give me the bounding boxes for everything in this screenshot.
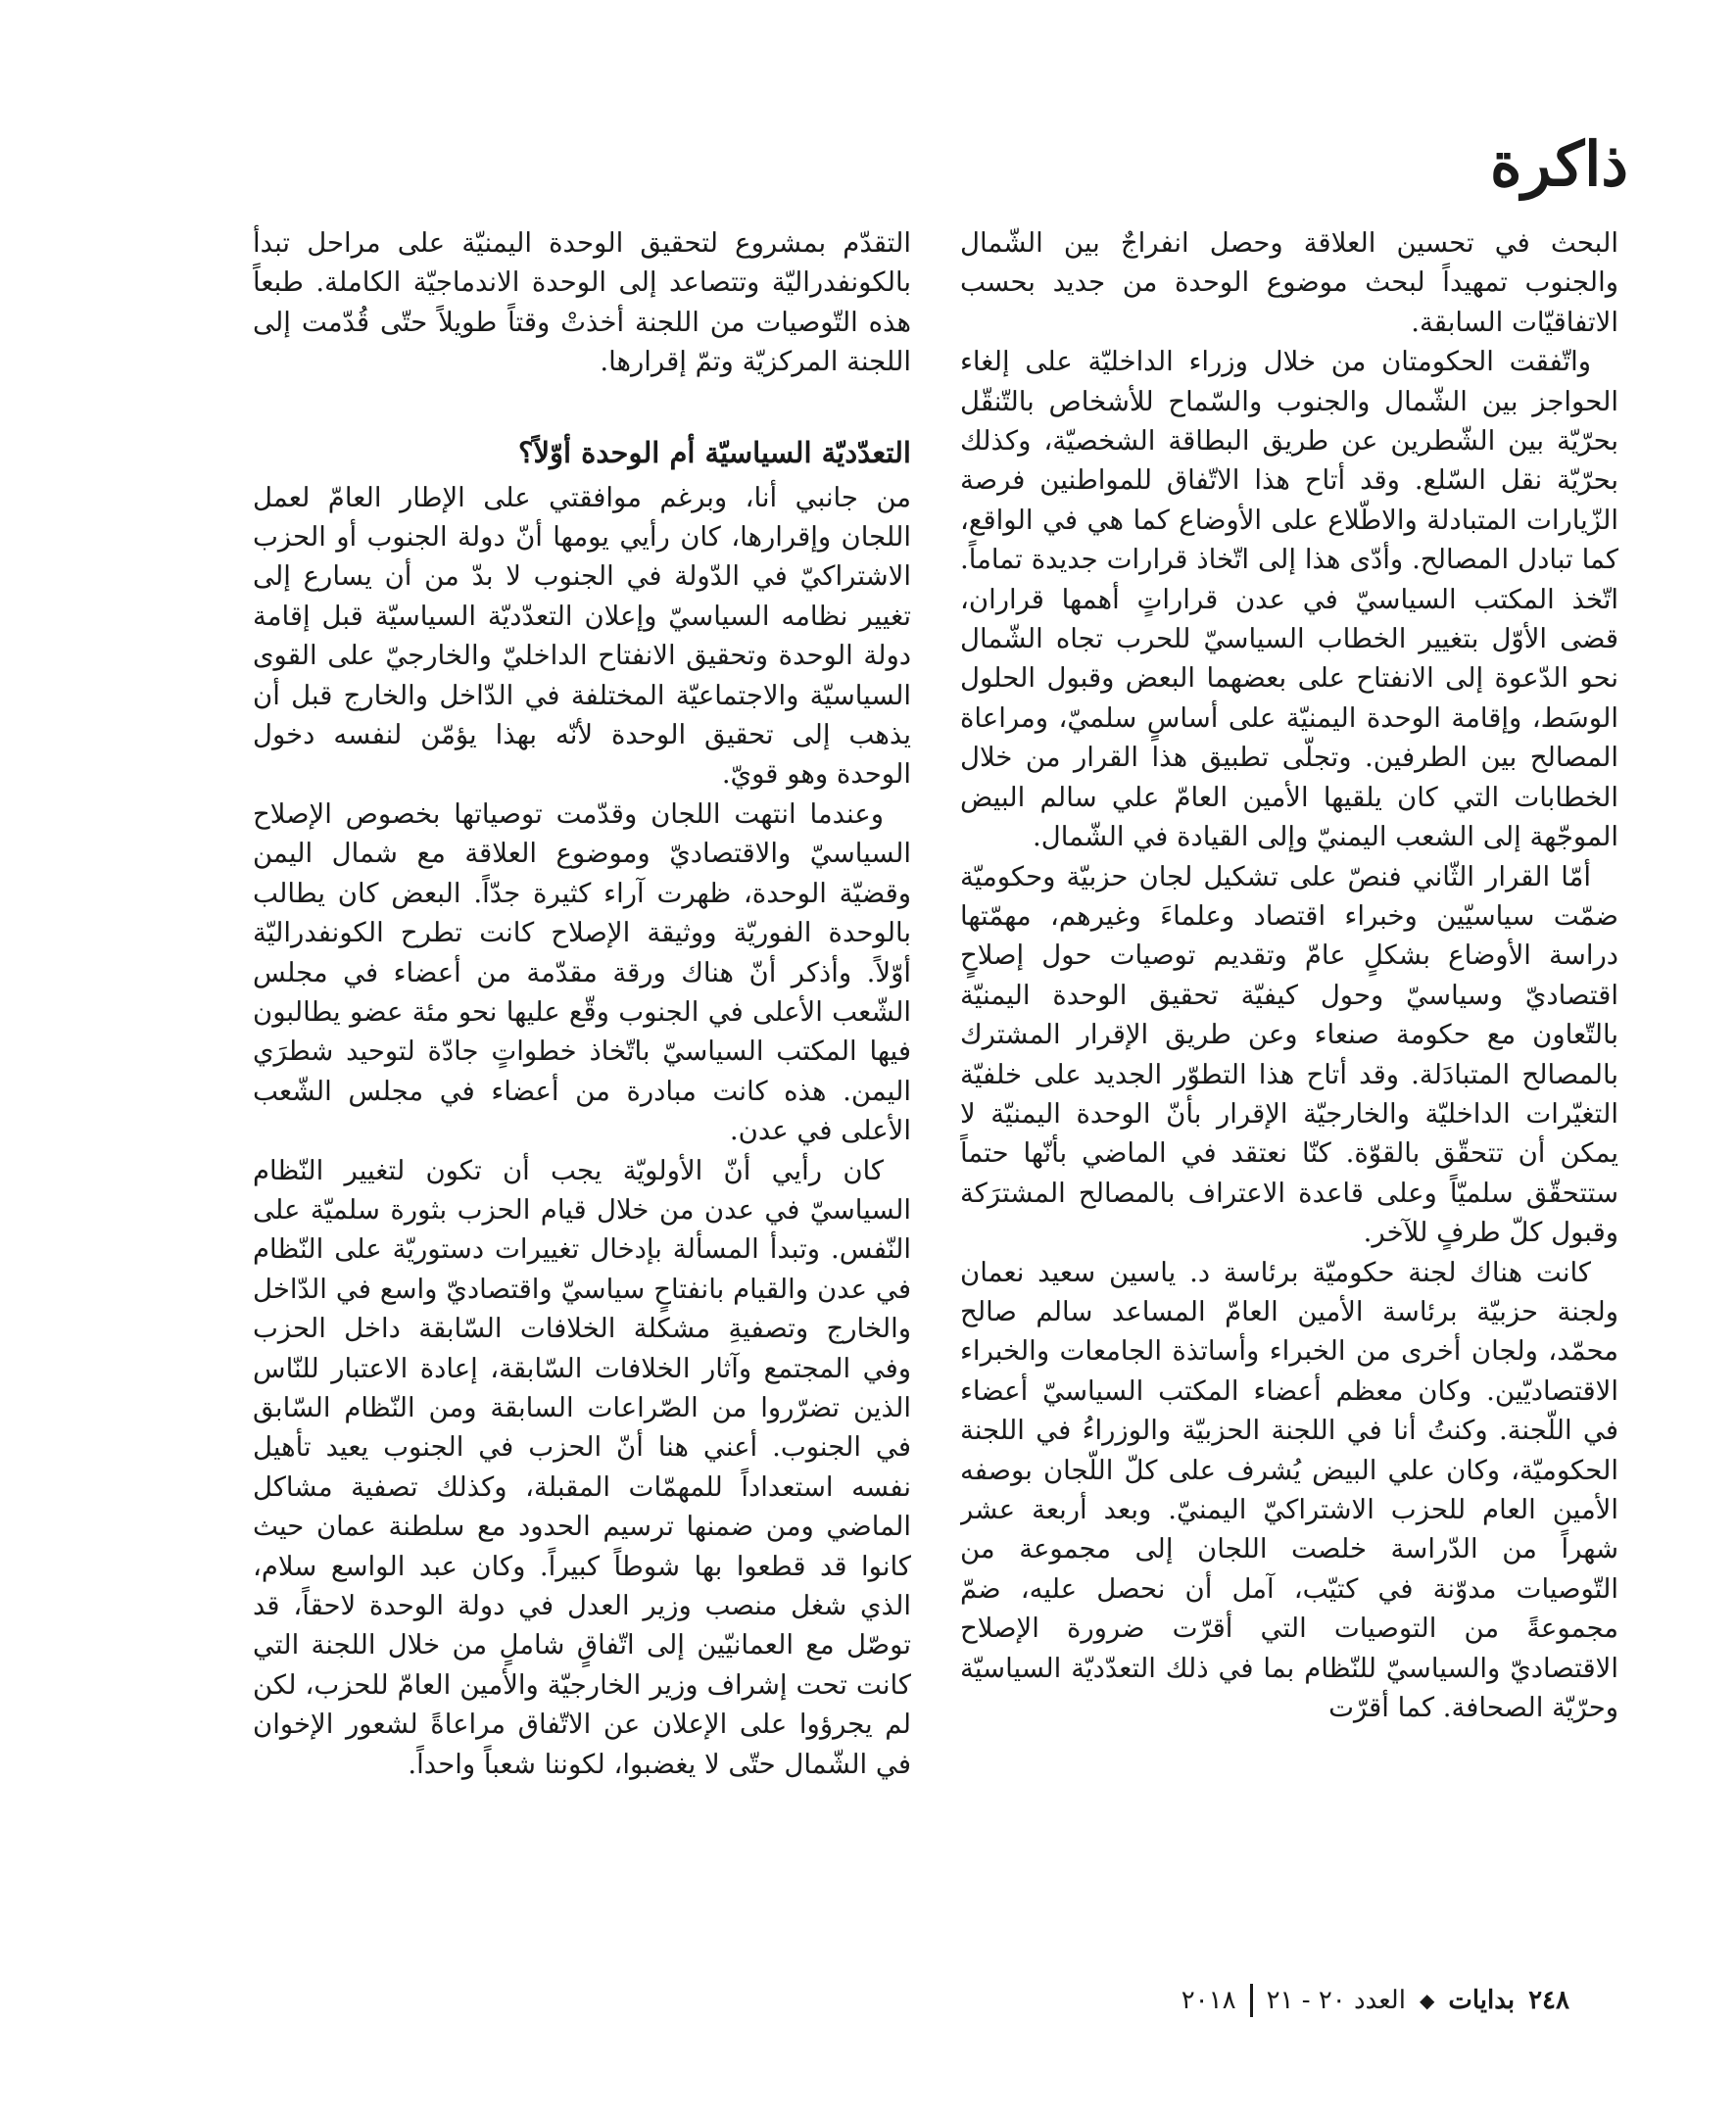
paragraph: واتّفقت الحكومتان من خلال وزراء الداخليّة على إلغاء الحواجز بين الشّمال والجنوب والسّماح للأشخاص بالتّنقّل بحرّيّة بين الشّطرين عن طريق البطاقة الشخصيّة، وكذلك بحرّيّة نقل السّلع. وقد أتاح هذا الاتّفاق للمواطنين فرصة الزّيارات المتبادلة والاطّلاع على الأوضاع كما هي في الواقع، كما تبادل المصالح. وأدّى هذا إلى اتّخاذ قرارات جديدة تماماً. اتّخذ المكتب السياسيّ في عدن قراراتٍ أهمها قراران، قضى الأوّل بتغيير الخطاب السياسيّ للحرب تجاه الشّمال نحو الدّعوة إلى الانفتاح على بعضهما البعض وقبول الحلول الوسَط، وإقامة الوحدة اليمنيّة على أساسٍ سلميّ، ومراعاة المصالح بين الطرفين. وتجلّى تطبيق هذا القرار من خلال الخطابات التي كان يلقيها الأمين العامّ علي سالم البيض الموجّهة إلى الشعب اليمنيّ وإلى القيادة في الشّمال. <box>960 346 1618 853</box>
issue-number: العدد ٢٠ - ٢١ <box>1266 1986 1406 2015</box>
subheading: التعدّديّة السياسيّة أم الوحدة أوّلاً؟ <box>518 435 911 469</box>
paragraph: كانت هناك لجنة حكوميّة برئاسة د. ياسين سعيد نعمان ولجنة حزبيّة برئاسة الأمين العامّ المساعد سالم صالح محمّد، ولجان أخرى من الخبراء وأساتذة الجامعات والخبراء الاقتصاديّين. وكان معظم أعضاء المكتب السياسيّ أعضاء في اللّجنة. وكنتُ أنا في اللجنة الحزبيّة والوزراءُ في اللجنة الحكوميّة، وكان علي البيض يُشرف على كلّ اللّجان بوصفه الأمين العام للحزب الاشتراكيّ اليمنيّ. وبعد أربعة عشر شهراً من الدّراسة خلصت اللجان إلى مجموعة من التّوصيات مدوّنة في كتيّب، آمل أن نحصل عليه، ضمّ مجموعةً من التوصيات التي أقرّت ضرورة الإصلاح الاقتصاديّ والسياسيّ للنّظام بما في ذلك التعدّديّة السياسيّة وحرّيّة الصحافة. كما أقرّت <box>960 1256 1618 1724</box>
section-title: ذاكرة <box>1489 128 1628 200</box>
page-footer <box>1060 1981 1569 2020</box>
paragraph: وعندما انتهت اللجان وقدّمت توصياتها بخصوص الإصلاح السياسيّ والاقتصاديّ وموضوع العلاقة مع شمال اليمن وقضيّة الوحدة، ظهرت آراء كثيرة جدّاً. البعض كان يطالب بالوحدة الفوريّة ووثيقة الإصلاح كانت تطرح الكونفدراليّة أوّلاً. وأذكر أنّ هناك ورقة مقدّمة من أعضاء في مجلس الشّعب الأعلى في الجنوب وقّع عليها نحو مئة عضو يطالبون فيها المكتب السياسيّ باتّخاذ خطواتٍ جادّة لتوحيد شطرَي اليمن. هذه كانت مبادرة من أعضاء في مجلس الشّعب الأعلى في عدن. <box>253 797 911 1147</box>
paragraph: البحث في تحسين العلاقة وحصل انفراجٌ بين الشّمال والجنوب تمهيداً لبحث موضوع الوحدة من جديد بحسب الاتفاقيّات السابقة. <box>960 227 1618 338</box>
footer-divider <box>1250 1984 1253 2017</box>
diamond-icon: ◆ <box>1419 1989 1435 2012</box>
magazine-name: بدايات <box>1448 1986 1516 2015</box>
issue-year: ٢٠١٨ <box>1181 1986 1236 2015</box>
paragraph: التقدّم بمشروع لتحقيق الوحدة اليمنيّة على مراحل تبدأ بالكونفدراليّة وتتصاعد إلى الوحدة الاندماجيّة الكاملة. طبعاً هذه التّوصيات من اللجنة أخذتْ وقتاً طويلاً حتّى قُدّمت إلى اللجنة المركزيّة وتمّ إقرارها. <box>253 227 911 378</box>
paragraph: من جانبي أنا، وبرغم موافقتي على الإطار العامّ لعمل اللجان وإقرارها، كان رأيي يومها أنّ دولة الجنوب أو الحزب الاشتراكيّ في الدّولة في الجنوب لا بدّ من أن يسارع إلى تغيير نظامه السياسيّ وإعلان التعدّديّة السياسيّة قبل إقامة دولة الوحدة وتحقيق الانفتاح الداخليّ والخارجيّ على القوى السياسيّة والاجتماعيّة المختلفة في الدّاخل والخارج قبل أن يذهب إلى تحقيق الوحدة لأنّه بهذا يؤمّن لنفسه دخول الوحدة وهو قويّ. <box>253 481 911 791</box>
paragraph: كان رأيي أنّ الأولويّة يجب أن تكون لتغيير النّظام السياسيّ في عدن من خلال قيام الحزب بثورة سلميّة على النّفس. وتبدأ المسألة بإدخال تغييرات دستوريّة على النّظام في عدن والقيام بانفتاحٍ سياسيّ واقتصاديّ واسع في الدّاخل والخارج وتصفيةِ مشكلة الخلافات السّابقة داخل الحزب وفي المجتمع وآثار الخلافات السّابقة، إعادة الاعتبار للنّاس الذين تضرّروا من الصّراعات السابقة ومن النّظام السّابق في الجنوب. أعني هنا أنّ الحزب في الجنوب يعيد تأهيل نفسه استعداداً للمهمّات المقبلة، وكذلك تصفية مشاكل الماضي ومن ضمنها ترسيم الحدود مع سلطنة عمان حيث كانوا قد قطعوا بها شوطاً كبيراً. وكان عبد الواسع سلام، الذي شغل منصب وزير العدل في دولة الوحدة لاحقاً، قد توصّل مع العمانيّين إلى اتّفاقٍ شاملٍ من خلال اللجنة التي كانت تحت إشراف وزير الخارجيّة والأمين العامّ للحزب، لكن لم يجرؤوا على الإعلان عن الاتّفاق مراعاةً لشعور الإخوان في الشّمال حتّى لا يغضبوا، لكوننا شعباً واحداً. <box>253 1154 911 1780</box>
paragraph: أمّا القرار الثّاني فنصّ على تشكيل لجان حزبيّة وحكوميّة ضمّت سياسيّين وخبراء اقتصاد وعلماءَ وغيرهم، مهمّتها دراسة الأوضاع بشكلٍ عامّ وتقديم توصيات حول إصلاحٍ اقتصاديّ وسياسيّ وحول كيفيّة تحقيق الوحدة اليمنيّة بالتّعاون مع حكومة صنعاء وعن طريق الإقرار المشترك بالمصالح المتبادَلة. وقد أتاح هذا التطوّر الجديد على خلفيّة التغيّرات الداخليّة والخارجيّة الإقرار بأنّ الوحدة اليمنيّة لا يمكن أن تتحقّق بالقوّة. كنّا نعتقد في الماضي بأنّها حتماً ستتحقّق سلميّاً وعلى قاعدة الاعتراف بالمصالح المشترَكة وقبول كلّ طرفٍ للآخر. <box>960 860 1618 1249</box>
page-number: ٢٤٨ <box>1528 1986 1569 2015</box>
text-column-left <box>253 223 911 1957</box>
text-column-right <box>960 223 1618 1957</box>
